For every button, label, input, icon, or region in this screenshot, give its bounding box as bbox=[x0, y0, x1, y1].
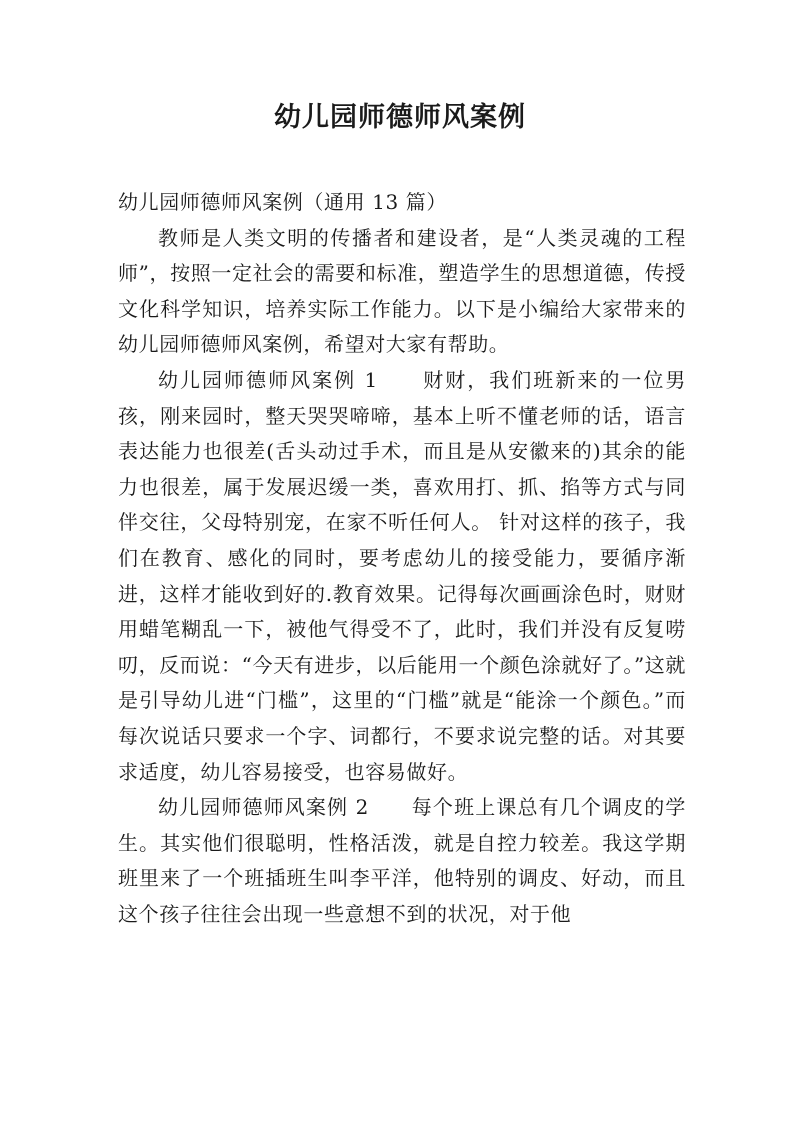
document-body bbox=[118, 185, 686, 932]
paragraph-case-1: 幼儿园师德师风案例 1 财财，我们班新来的一位男孩，刚来园时，整天哭哭啼啼，基本上听不懂老师的话，语言表达能力也很差(舌头动过手术，而且是从安徽来的)其余的能力也很差，属于发展迟缓一类，喜欢用打、抓、掐等方式与同伴交往，父母特别宠，在家不听任何人。 针对这样的孩子，我们在教育、感化的同时，要考虑幼儿的接受能力，要循序渐进，这样才能收到好的.教育效果。记得每次画画涂色时，财财用蜡笔糊乱一下，被他气得受不了，此时，我们并没有反复唠叨，反而说：“今天有进步，以后能用一个颜色涂就好了。”这就是引导幼儿进“门槛”，这里的“门槛”就是“能涂一个颜色。”而每次说话只要求一个字、词都行，不要求说完整的话。对其要求适度，幼儿容易接受，也容易做好。 bbox=[118, 367, 686, 784]
document-subtitle: 幼儿园师德师风案例（通用 13 篇） bbox=[118, 190, 447, 214]
document-title: 幼儿园师德师风案例 bbox=[274, 102, 526, 133]
paragraph-intro: 教师是人类文明的传播者和建设者，是“人类灵魂的工程师”，按照一定社会的需要和标准，塑造学生的思想道德，传授文化科学知识，培养实际工作能力。以下是小编给大家带来的幼儿园师德师风案例，希望对大家有帮助。 bbox=[118, 225, 686, 357]
paragraph-case-2: 幼儿园师德师风案例 2 每个班上课总有几个调皮的学生。其实他们很聪明，性格活泼，就是自控力较差。我这学期班里来了一个班插班生叫李平洋，他特别的调皮、好动，而且这个孩子往往会出现一些意想不到的状况，对于他 bbox=[118, 795, 686, 926]
